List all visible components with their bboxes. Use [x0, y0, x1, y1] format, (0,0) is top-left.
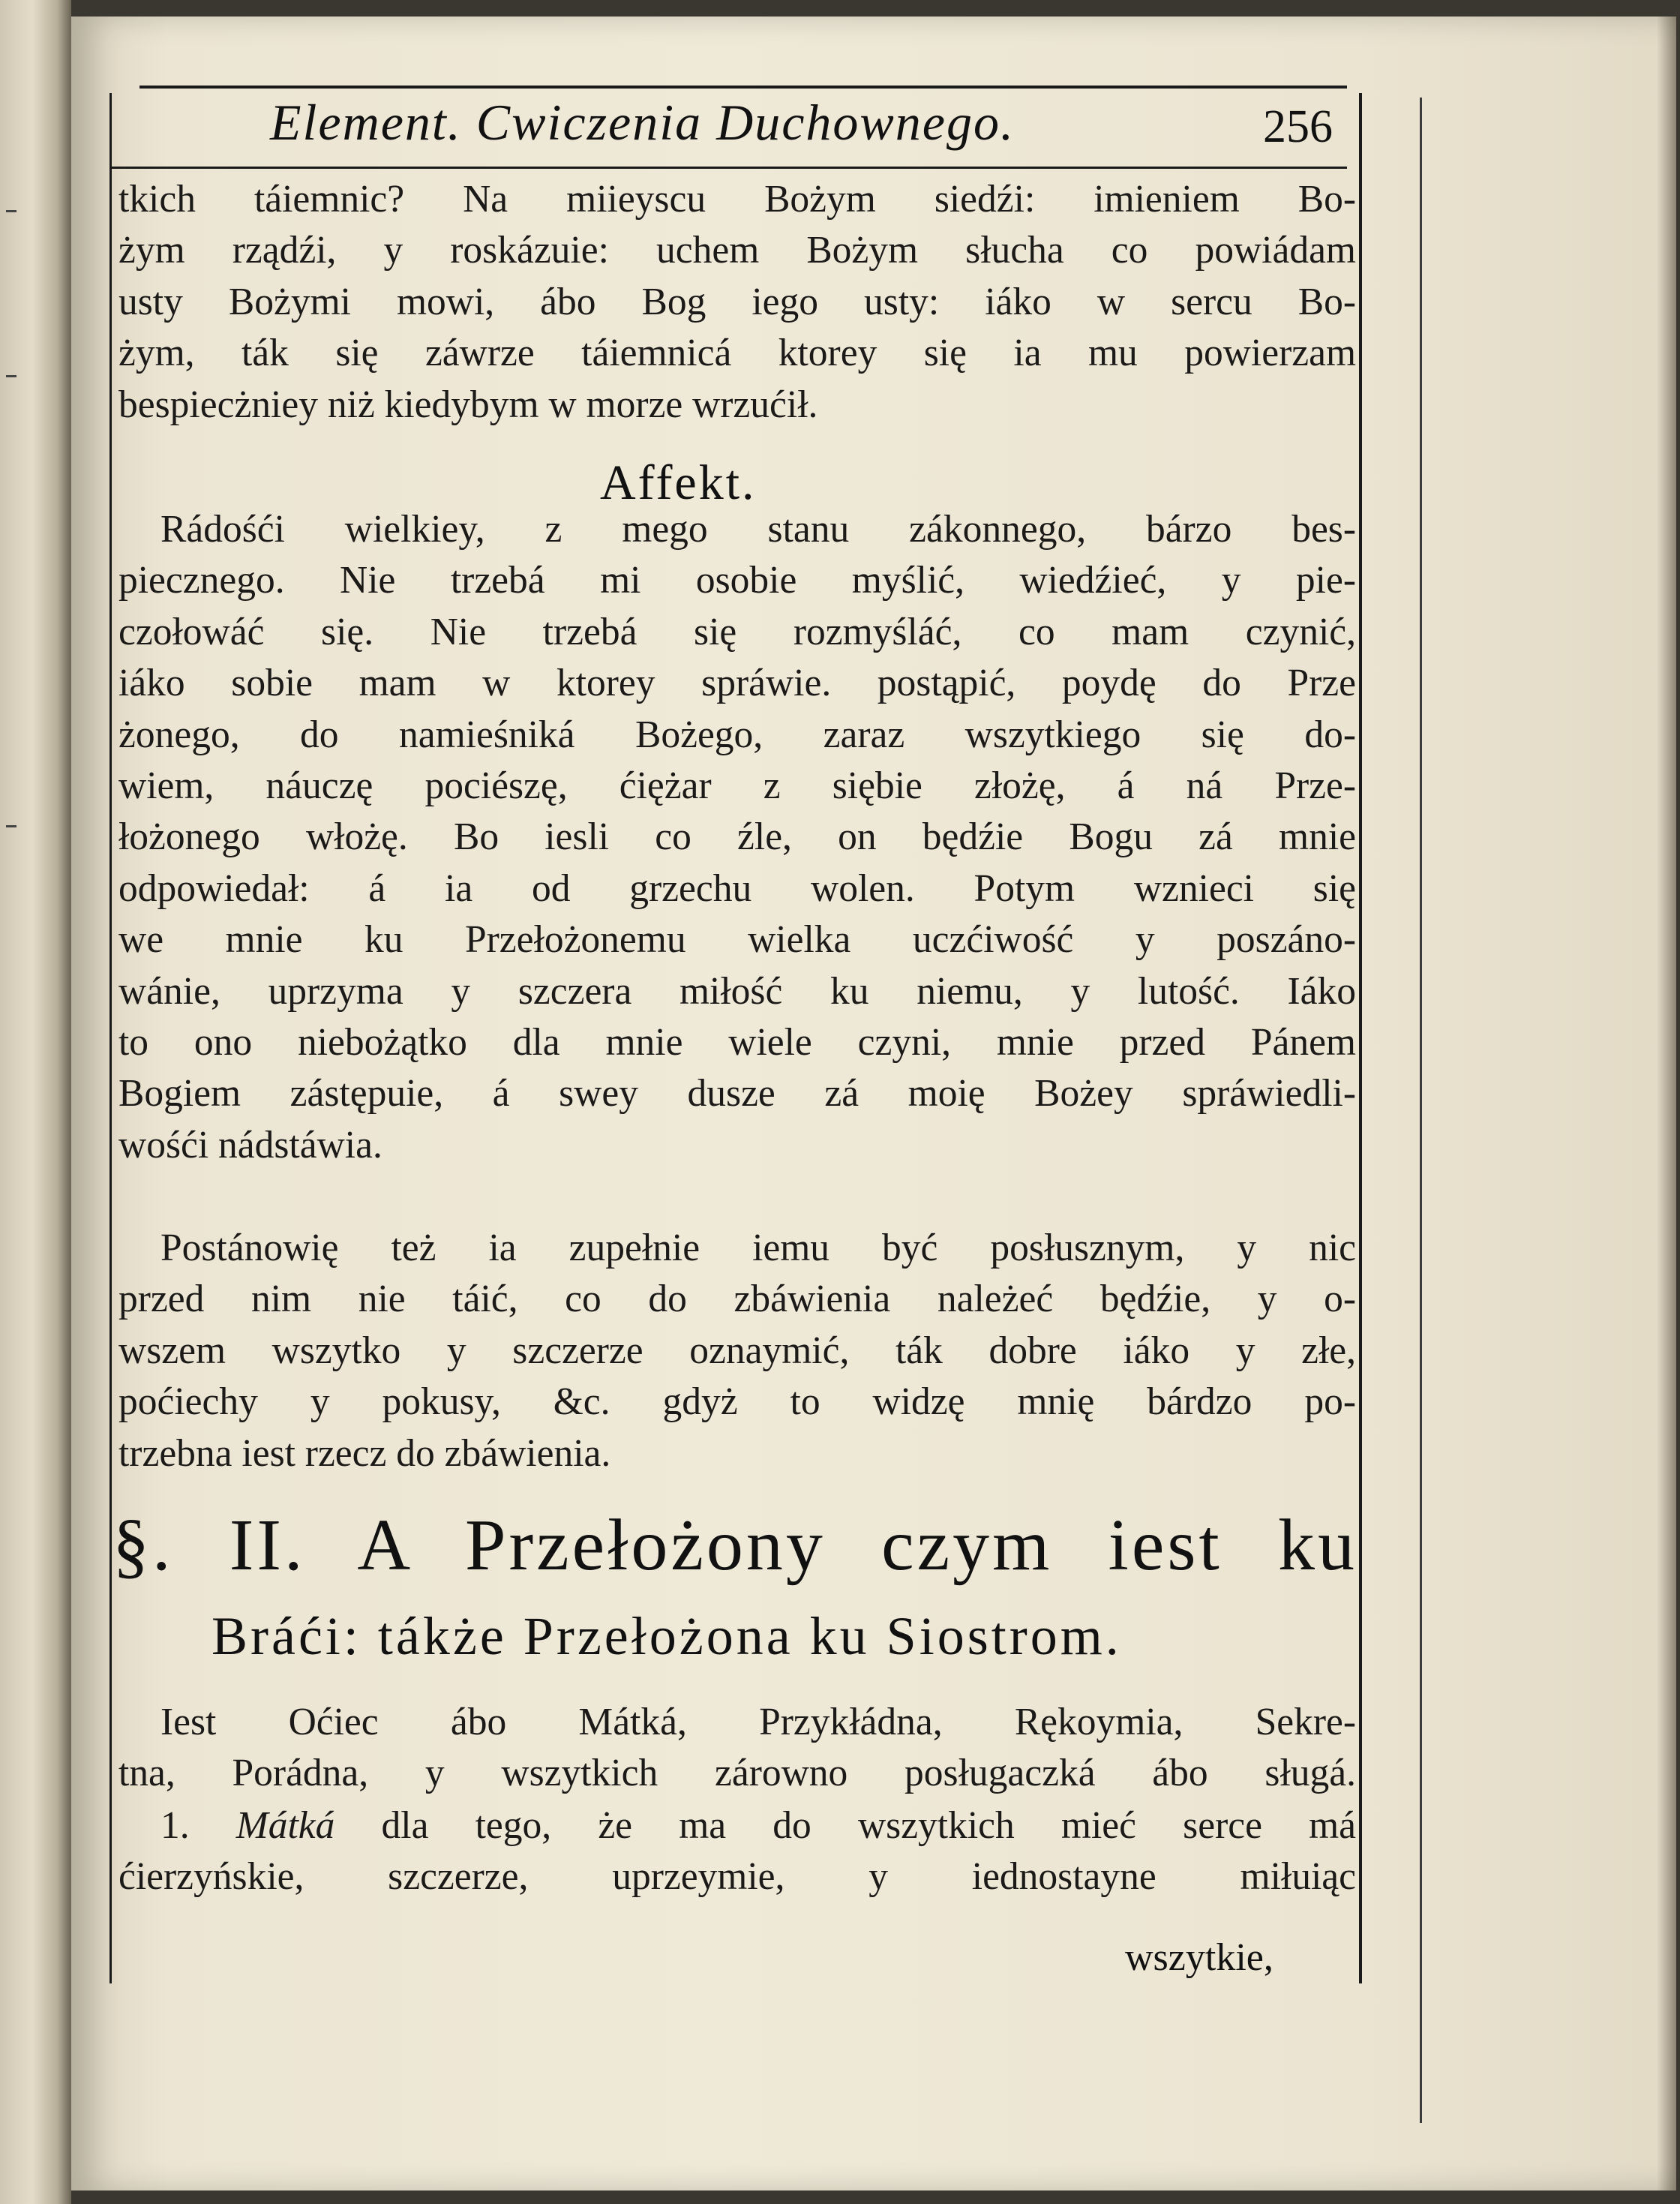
text-line: czołowáć się. Nie trzebá się rozmyśláć, co mam czynić, [118, 610, 1356, 653]
text-line: piecznego. Nie trzebá mi osobie myślić, wiedźieć, y pie- [118, 559, 1356, 602]
section-title: §. II. A Przełożony czym iest ku [112, 1505, 1358, 1586]
text-line: żonego, do namieśniká Bożego, zaraz wszytkiego się do- [118, 713, 1356, 756]
text-line: usty Bożymi mowi, ábo Bog iego usty: iáko w sercu Bo- [118, 280, 1356, 323]
frame-right-rule [1359, 93, 1362, 1983]
paragraph-3 [118, 1223, 1356, 1479]
facing-page-edge [0, 0, 71, 2204]
text-line: łożonego włożę. Bo iesli co źle, on będźie Bogu zá mnie [118, 815, 1356, 859]
text-line [118, 1800, 1356, 1851]
text-line: trzebna iest rzecz do zbáwienia. [118, 1431, 611, 1475]
page-edge-shadow [1657, 17, 1676, 2190]
text-line: tna, Porádna, y wszytkich zárowno posługaczká ábo sługá. [118, 1752, 1356, 1795]
text-line: Iest Oćiec ábo Mátká, Przykłádna, Rękoymia, Sekre- [160, 1701, 1356, 1743]
paragraph-2 [118, 504, 1356, 1171]
text-fragment: dla tego, że ma do wszytkich mieć serce má [381, 1804, 1356, 1847]
text-line: wośći nádstáwia. [118, 1123, 382, 1167]
text-line: poćiechy y pokusy, &c. gdyż to widzę mnię bárdzo po- [118, 1380, 1356, 1424]
paragraph-4 [118, 1697, 1356, 1800]
text-line: żym, ták się záwrze táiemnicá ktorey się ia mu powierzam [118, 332, 1356, 375]
text-line: odpowiedał: á ia od grzechu wolen. Potym wznieci się [118, 866, 1356, 910]
paragraph-5 [118, 1800, 1356, 1903]
frame-left-rule [110, 93, 112, 1983]
text-line: Bogiem zástępuie, á swey dusze zá moię Bożey spráwiedli- [118, 1072, 1356, 1116]
text-line: wánie, uprzyma y szczera miłość ku niemu, y lutość. Iáko [118, 969, 1356, 1013]
text-line: wiem, náuczę pociészę, ćiężar z siębie złożę, á ná Prze- [118, 764, 1356, 807]
text-line: wszem wszytko y szczerze oznaymić, ták dobre iáko y złe, [118, 1329, 1356, 1372]
running-head: Element. Cwiczenia Duchownego. [270, 94, 1015, 151]
catchword: wszytkie, [1125, 1936, 1274, 1979]
text-line: to ono niebożątko dla mnie wiele czyni, mnie przed Pánem [118, 1020, 1356, 1064]
frame-outer-right-rule [1420, 98, 1422, 2123]
text-line: Postánowię też ia zupełnie iemu być posłusznym, y nic [160, 1227, 1356, 1269]
text-line: żym rządźi, y roskázuie: uchem Bożym słucha co powiádam [118, 229, 1356, 272]
section-subtitle: Bráći: tákże Przełożona ku Siostrom. [212, 1606, 1122, 1666]
text-line: bespiecżniey niż kiedybym w morze wrzućił. [118, 383, 818, 426]
text-line: Rádośći wielkiey, z mego stanu zákonnego, bárzo bes- [160, 508, 1356, 551]
affekt-heading: Affekt. [600, 455, 757, 510]
text-line: ćierzyńskie, szczerze, uprzeymie, y iednostayne miłuiąc [118, 1855, 1356, 1899]
text-line: we mnie ku Przełożonemu wielka uczćiwość y poszáno- [118, 918, 1356, 962]
margin-mark [6, 825, 16, 827]
text-line: przed nim nie táić, co do zbáwienia należeć będźie, y o- [118, 1278, 1356, 1321]
text-line: iáko sobie mam w ktorey spráwie. postąpić, poydę do Prze [118, 662, 1356, 705]
italic-word: Mátká [236, 1804, 335, 1847]
paragraph-1 [118, 174, 1356, 431]
margin-mark [6, 375, 16, 377]
header-rule [110, 167, 1347, 169]
item-number: 1. [160, 1804, 190, 1847]
page-number: 256 [1263, 101, 1333, 152]
text-line: tkich táiemnic? Na miieyscu Bożym siedźi: imieniem Bo- [118, 178, 1356, 221]
margin-mark [6, 210, 16, 212]
top-rule [140, 86, 1347, 89]
